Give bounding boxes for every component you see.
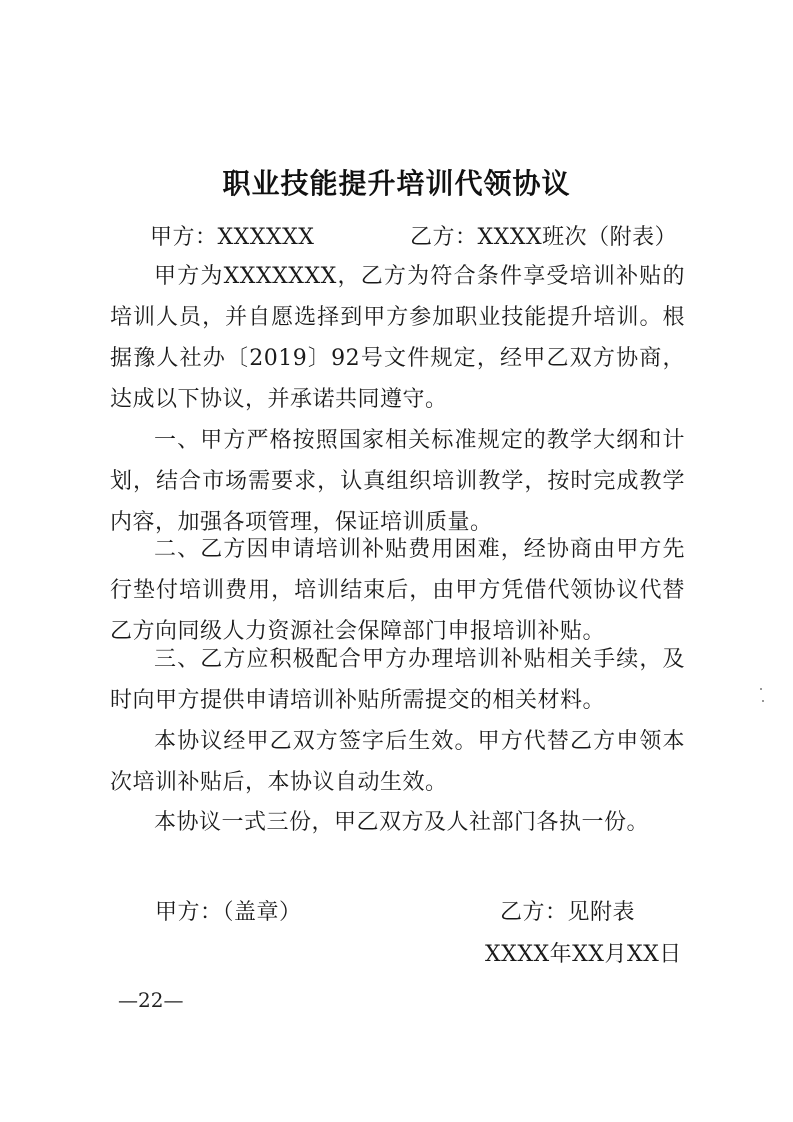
scan-speck (760, 688, 762, 690)
paragraph-intro: 甲方为XXXXXXX，乙方为符合条件享受培训补贴的培训人员，并自愿选择到甲方参加职业技能提升培训。根据豫人社办〔2019〕92号文件规定，经甲乙双方协商，达成以下协议，并承诺共同遵守。 (110, 264, 685, 412)
signature-party-a: 甲方：（盖章） (155, 900, 302, 925)
paragraph-clause-1: 一、甲方严格按照国家相关标准规定的教学大纲和计划，结合市场需要求，认真组织培训教学，按时完成教学内容，加强各项管理，保证培训质量。 (110, 428, 685, 535)
party-b-label: 乙方：XXXX班次（附表） (410, 225, 678, 250)
page-number: —22— (118, 988, 184, 1012)
paragraph-effective: 本协议经甲乙双方签字后生效。甲方代替乙方申领本次培训补贴后，本协议自动生效。 (110, 729, 685, 795)
scan-speck (762, 700, 764, 702)
paragraph-copies: 本协议一式三份，甲乙双方及人社部门各执一份。 (154, 810, 650, 835)
party-a-label: 甲方：XXXXXX (150, 225, 315, 250)
paragraph-clause-2: 二、乙方因申请培训补贴费用困难，经协商由甲方先行垫付培训费用，培训结束后，由甲方凭借代领协议代替乙方向同级人力资源社会保障部门申报培训补贴。 (110, 537, 685, 644)
signature-party-b: 乙方：见附表 (500, 900, 636, 925)
paragraph-clause-3: 三、乙方应积极配合甲方办理培训补贴相关手续，及时向甲方提供申请培训补贴所需提交的相关材料。 (110, 647, 685, 713)
signing-date: XXXX年XX月XX日 (485, 942, 682, 967)
document-title: 职业技能提升培训代领协议 (222, 167, 571, 200)
